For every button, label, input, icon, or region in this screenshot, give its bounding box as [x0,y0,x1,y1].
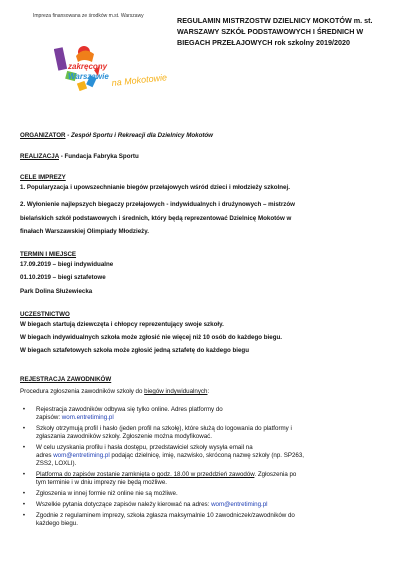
organizer-value: - Zespół Sportu i Rekreacji dla Dzielnicy Mokotów [65,132,213,139]
document-title [177,15,392,48]
bullet-glyph: • [22,425,26,432]
goal-item-2-line-3: finałach Warszawskiej Olimpiady Młodzieży. [20,228,149,235]
title-line-2: WARSZAWY SZKÓŁ PODSTAWOWYCH I ŚREDNICH W [177,27,364,36]
participation-line-2: W biegach indywidualnych szkoła może zgłosić nie więcej niż 10 osób do każdego biegu. [20,334,282,341]
goals-heading: CELE IMPREZY [20,174,66,181]
registration-heading: REJESTRACJA ZAWODNIKÓW [20,376,112,383]
participation-line-1: W biegach startują dziewczęta i chłopcy reprezentujący swoje szkoły. [20,321,224,328]
list-item: • Zgłoszenia w innej formie niż online nie są możliwe. [20,490,400,498]
organizer-row [20,132,213,140]
list-item: • W celu uzyskania profilu i hasła dostępu, przedstawiciel szkoły wysyła email na adres wom@entretiming.pl podając dzielnicę, imię, nazwisko, skróconą nazwę szkoły (np. SP263, ZSS2, LOXLI). [20,444,400,468]
list-item: • Szkoły otrzymują profil i hasło (jeden profil na szkołę), które służą do logowania do platformy i zgłaszania zawodników szkoły. Zgłoszenie można modyfikować. [20,425,400,441]
event-logo [54,42,174,106]
logo-text-top: zakręcony [68,62,108,71]
participation-heading: UCZESTNICTWO [20,311,70,318]
schedule-place: Park Dolina Służewiecka [20,288,93,295]
participation-line-3: W biegach sztafetowych szkoła może zgłosić jedną sztafetę do każdego biegu [20,347,249,354]
schedule-date-2: 01.10.2019 – biegi sztafetowe [20,274,106,281]
deadline-note: Platforma do zapisów zostanie zamknięta o godz. 18.00 w przeddzień zawodów [36,471,255,478]
title-line-3-bold: BIEGACH PRZEŁAJOWYCH [177,38,273,47]
registration-intro-link: biegów indywidualnych [144,388,208,395]
realization-row [20,153,139,161]
realization-label: REALIZACJA [20,153,59,160]
bullet-glyph: • [22,406,26,413]
registration-intro: Procedura zgłoszenia zawodników szkoły do biegów indywidualnych: [20,388,210,395]
list-item: • Wszelkie pytania dotyczące zapisów należy kierować na adres: wom@entretiming.pl [20,501,400,509]
platform-link[interactable]: wom.entretiming.pl [61,414,114,421]
list-item: • Platforma do zapisów zostanie zamknięta o godz. 18.00 w przeddzień zawodów. Zgłoszenia po tym terminie i w dniu imprezy nie będą możliwe. [20,471,400,487]
funding-note: Impreza finansowana ze środków m.st. Warszawy [33,13,144,19]
logo-graphic [54,42,174,106]
goal-item-1: 1. Popularyzacja i upowszechnianie biegów przełajowych wśród dzieci i młodzieży szkolnej. [20,184,290,191]
bullet-glyph: • [22,471,26,478]
schedule-heading: TERMIN I MIEJSCE [20,251,77,258]
bullet-glyph: • [22,444,26,451]
logo-text-side: na Mokotowie [111,72,168,88]
list-item: • Rejestracja zawodników odbywa się tylko online. Adres platformy do zapisów: wom.entretiming.pl [20,406,400,422]
organizer-label: ORGANIZATOR [20,132,66,139]
list-item: • Zgodnie z regulaminem imprezy, szkoła zgłasza maksymalnie 10 zawodniczek/zawodników do każdego biegu. [20,512,400,528]
realization-value: - Fundacja Fabryka Sportu [58,153,139,160]
goal-item-2-line-1: 2. Wyłonienie najlepszych biegaczy przełajowych - indywidualnych i drużynowych – mistrzów [20,201,295,208]
email-link[interactable]: wom@entretiming.pl [53,452,110,459]
goal-item-2-line-2: bielańskich szkół podstawowych i średnich, który będą reprezentować Dzielnicę Mokotów w [20,215,292,222]
registration-list [20,406,400,531]
registration-intro-text: Procedura zgłoszenia zawodników szkoły do [20,388,145,395]
title-line-1: REGULAMIN MISTRZOSTW DZIELNICY MOKOTÓW m. st. [177,16,373,25]
bullet-glyph: • [22,512,26,519]
bullet-glyph: • [22,490,26,497]
schedule-date-1: 17.09.2019 – biegi indywidualne [20,261,114,268]
questions-email-link[interactable]: wom@entretiming.pl [211,501,268,508]
logo-text-middle: Warszawie [68,72,109,81]
school-year: rok szkolny 2019/2020 [272,38,350,47]
bullet-glyph: • [22,501,26,508]
title-line-3 [177,37,392,48]
